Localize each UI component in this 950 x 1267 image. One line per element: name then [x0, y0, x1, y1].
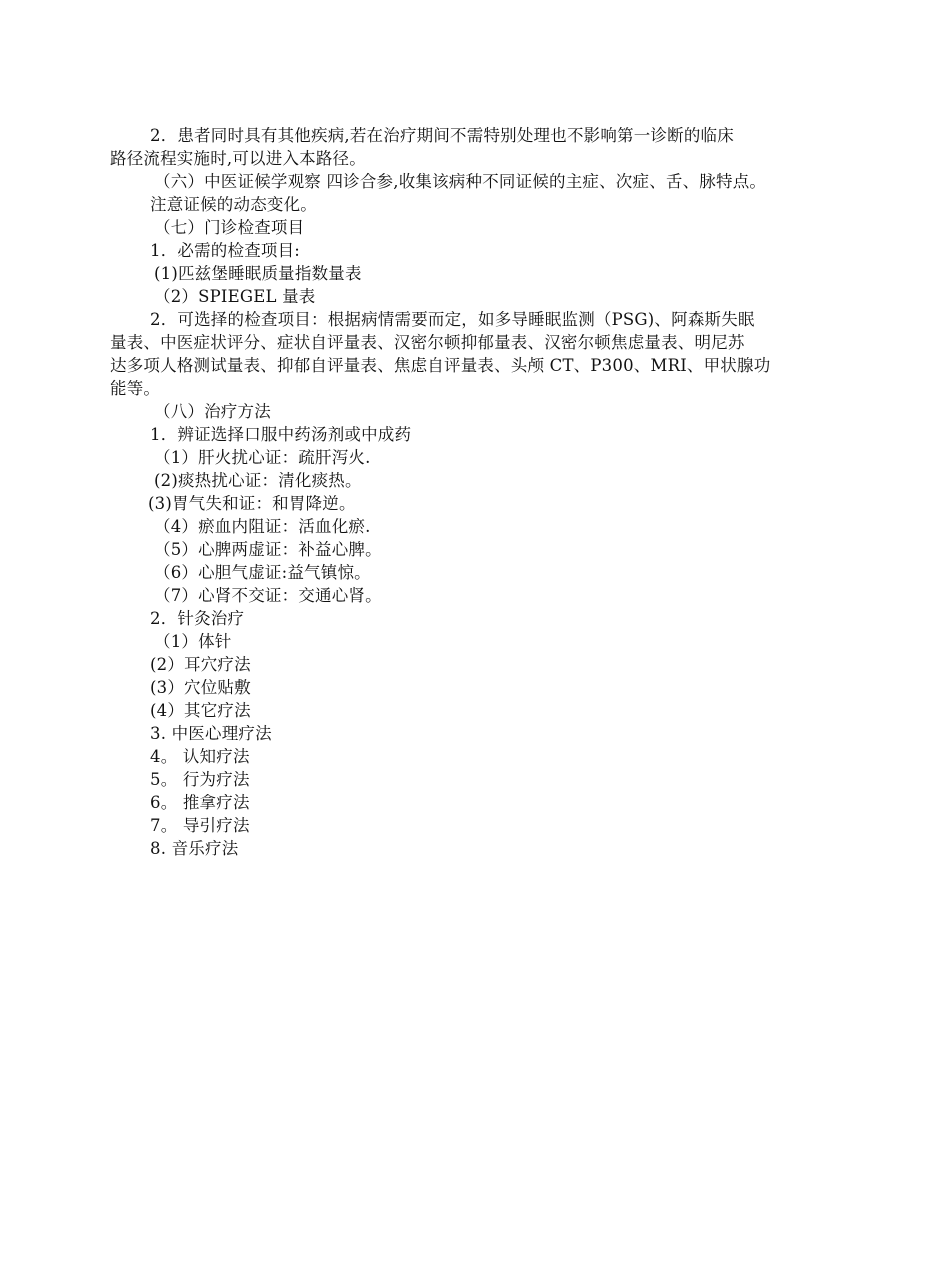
list-item: 1．必需的检查项目:	[150, 241, 301, 260]
list-item: （1）体针	[154, 632, 232, 651]
section-heading-7: （七）门诊检查项目	[154, 218, 305, 237]
list-item: (3）穴位贴敷	[150, 678, 251, 697]
list-item: (1)匹兹堡睡眠质量指数量表	[154, 264, 362, 283]
list-item: 6。 推拿疗法	[150, 793, 250, 812]
list-item: （6）心胆气虚证:益气镇惊。	[154, 563, 371, 582]
list-item: 2．针灸治疗	[150, 609, 245, 628]
list-item: 8. 音乐疗法	[150, 839, 239, 858]
paragraph-2-line-2: 注意证候的动态变化。	[150, 195, 317, 214]
list-item: （4）瘀血内阻证：活血化瘀.	[154, 517, 371, 536]
paragraph-1-line-2: 路径流程实施时,可以进入本路径。	[110, 149, 366, 168]
list-item: （7）心肾不交证：交通心肾。	[154, 586, 382, 605]
paragraph-1-line-1: 2．患者同时具有其他疾病,若在治疗期间不需特别处理也不影响第一诊断的临床	[150, 126, 734, 145]
list-item: （1）肝火扰心证：疏肝泻火.	[154, 448, 371, 467]
list-item: (2)痰热扰心证：清化痰热。	[154, 471, 362, 490]
paragraph-3-line-4: 能等。	[110, 379, 161, 398]
list-item: 5。 行为疗法	[150, 770, 250, 789]
list-item: 7。 导引疗法	[150, 816, 250, 835]
section-heading-8: （八）治疗方法	[154, 402, 271, 421]
list-item: (3)胃气失和证：和胃降逆。	[148, 494, 356, 513]
list-item: （5）心脾两虚证：补益心脾。	[154, 540, 382, 559]
list-item: （2）SPIEGEL 量表	[154, 287, 316, 306]
list-item: (2）耳穴疗法	[150, 655, 251, 674]
list-item: 4。 认知疗法	[150, 747, 250, 766]
list-item: 1．辨证选择口服中药汤剂或中成药	[150, 425, 412, 444]
paragraph-3-line-1: 2．可选择的检查项目：根据病情需要而定，如多导睡眠监测（PSG)、阿森斯失眠	[150, 310, 755, 329]
document-body	[110, 124, 855, 860]
paragraph-2-line-1: （六）中医证候学观察 四诊合参,收集该病种不同证候的主症、次症、舌、脉特点。	[154, 172, 767, 191]
list-item: 3. 中医心理疗法	[150, 724, 272, 743]
paragraph-3-line-2: 量表、中医症状评分、症状自评量表、汉密尔顿抑郁量表、汉密尔顿焦虑量表、明尼苏	[110, 333, 745, 352]
paragraph-3-line-3: 达多项人格测试量表、抑郁自评量表、焦虑自评量表、头颅 CT、P300、MRI、甲状腺功	[110, 356, 771, 375]
list-item: (4）其它疗法	[150, 701, 251, 720]
